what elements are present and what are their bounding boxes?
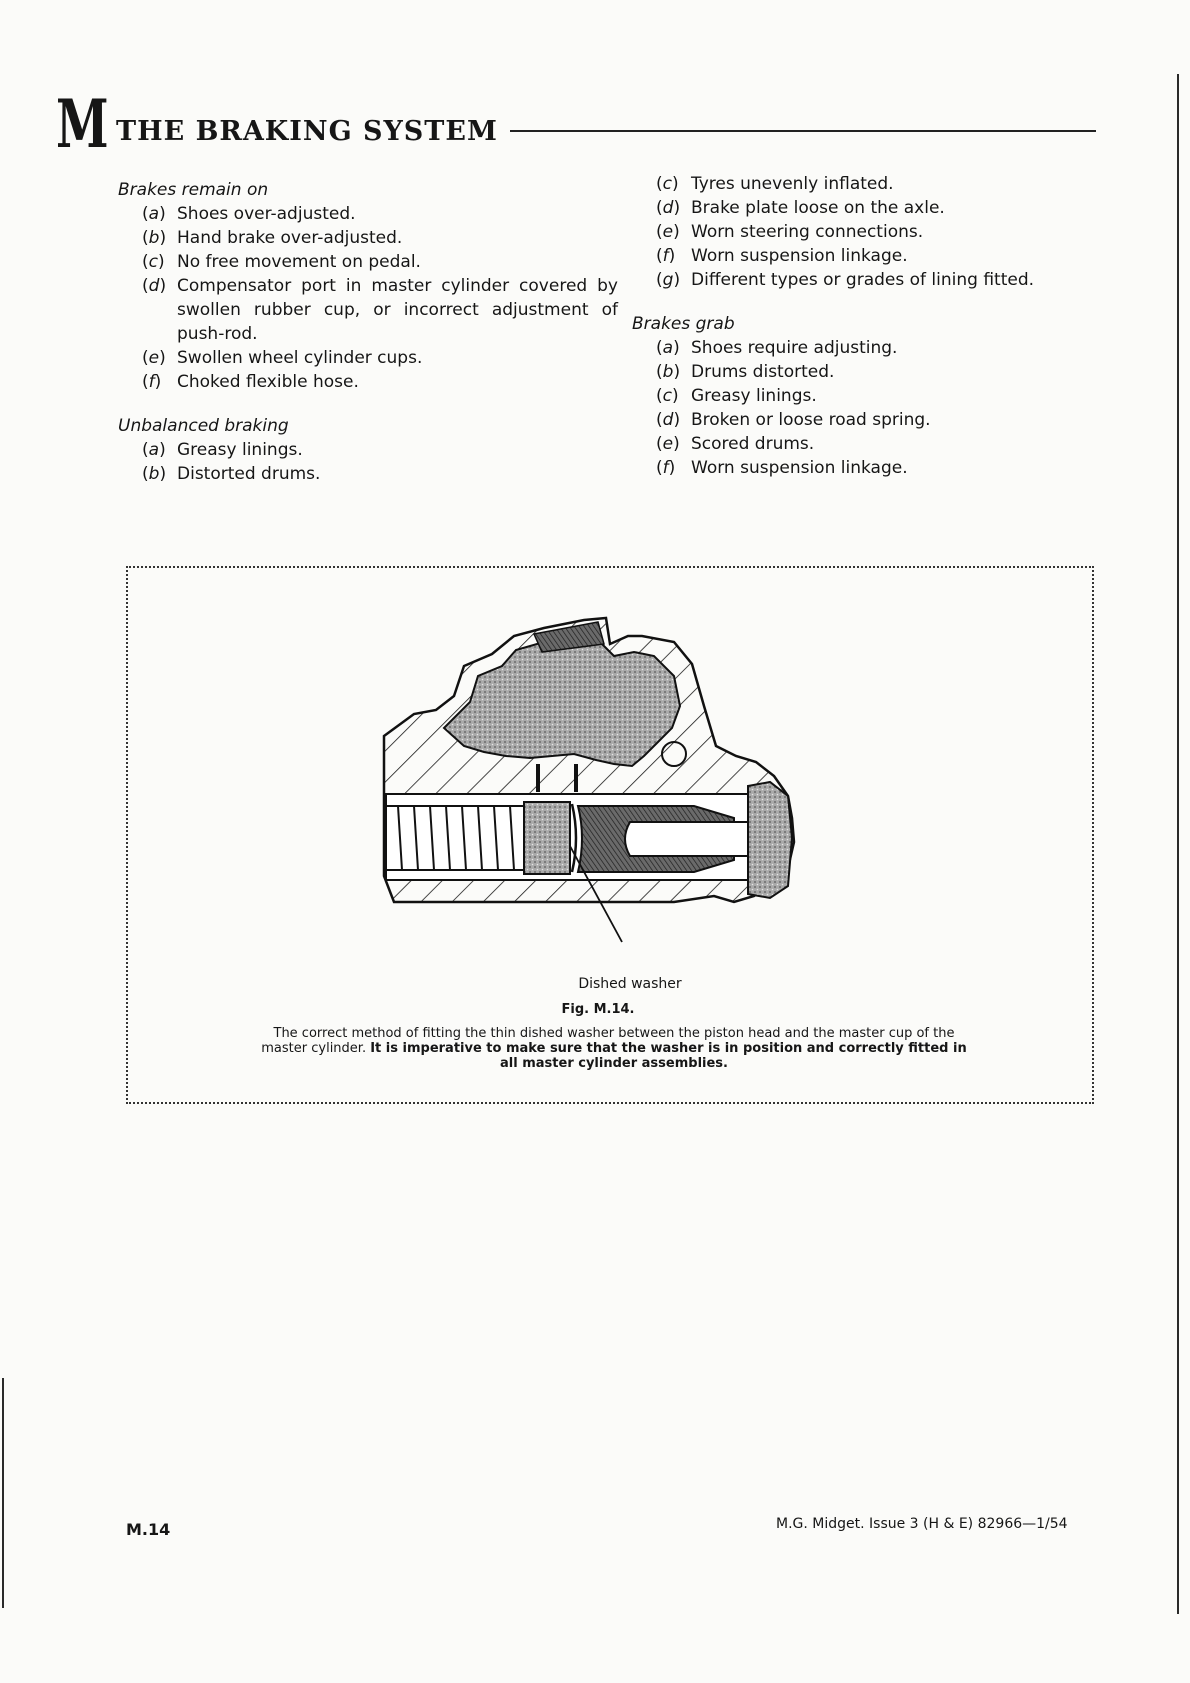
list-item: (b) Drums distorted. xyxy=(656,362,835,382)
item-marker: (e) xyxy=(142,348,166,368)
item-marker: (a) xyxy=(142,440,166,460)
caption-bold: It is imperative to make sure that the washer is in position and correctly fitted in all master cylinder assemblies. xyxy=(370,1041,967,1071)
fault-group xyxy=(118,414,618,486)
fault-group xyxy=(632,312,1092,480)
master-cup xyxy=(524,802,570,874)
list-item: (d) Broken or loose road spring. xyxy=(656,410,931,430)
item-marker: (a) xyxy=(142,204,166,224)
list-item: (f) Worn suspension linkage. xyxy=(656,458,908,478)
feed-port xyxy=(574,764,578,792)
figure-frame xyxy=(126,566,1094,1104)
item-marker: (b) xyxy=(656,362,681,382)
item-marker: (e) xyxy=(656,222,680,242)
page-edge-left xyxy=(2,1378,4,1608)
title-rule xyxy=(510,130,1096,132)
list-item: (a) Shoes over-adjusted. xyxy=(142,204,356,224)
list-item: (e) Scored drums. xyxy=(656,434,815,454)
item-marker: (b) xyxy=(142,228,167,248)
list-item: (c) No free movement on pedal. xyxy=(142,252,421,272)
item-marker: (c) xyxy=(656,386,679,406)
figure-number: Fig. M.14. xyxy=(561,1002,635,1017)
fault-group xyxy=(632,172,1092,292)
list-item: (e) Worn steering connections. xyxy=(656,222,924,242)
item-marker: (c) xyxy=(656,174,679,194)
item-marker: (c) xyxy=(142,252,165,272)
item-marker: (f) xyxy=(656,458,676,478)
section-header xyxy=(56,85,1098,163)
group-heading: Unbalanced braking xyxy=(118,416,289,436)
left-column xyxy=(118,178,618,506)
item-marker: (d) xyxy=(656,198,681,218)
list-item: (d) Compensator port in master cylinder covered by swollen rubber cup, or incorrect adjustment of push-rod. xyxy=(142,276,618,344)
master-cylinder-diagram xyxy=(374,606,974,966)
item-marker: (e) xyxy=(656,434,680,454)
item-marker: (d) xyxy=(142,276,167,296)
list-item: (b) Hand brake over-adjusted. xyxy=(142,228,403,248)
list-item: (g) Different types or grades of lining fitted. xyxy=(656,270,1035,290)
figure-callout-label: Dished washer xyxy=(578,976,682,992)
list-item: (f) Worn suspension linkage. xyxy=(656,246,908,266)
item-marker: (b) xyxy=(142,464,167,484)
right-column xyxy=(632,172,1092,500)
list-item: (c) Tyres unevenly inflated. xyxy=(656,174,894,194)
list-item: (b) Distorted drums. xyxy=(142,464,321,484)
figure-caption xyxy=(254,1026,974,1071)
list-item: (d) Brake plate loose on the axle. xyxy=(656,198,945,218)
item-marker: (g) xyxy=(656,270,681,290)
page-number: M.14 xyxy=(126,1520,171,1539)
list-item: (a) Greasy linings. xyxy=(142,440,303,460)
section-title: THE BRAKING SYSTEM xyxy=(116,116,498,147)
cross-pin xyxy=(662,742,686,766)
list-item: (c) Greasy linings. xyxy=(656,386,817,406)
list-item: (a) Shoes require adjusting. xyxy=(656,338,898,358)
section-letter: M xyxy=(56,85,108,163)
page-edge-right xyxy=(1177,74,1179,1614)
group-heading: Brakes remain on xyxy=(118,180,269,200)
caption-plain: The correct method of fitting the thin dished washer between the piston head and the master cup of the master cylinder. xyxy=(261,1026,955,1056)
list-item: (f) Choked flexible hose. xyxy=(142,372,359,392)
group-heading: Brakes grab xyxy=(632,314,735,334)
item-marker: (f) xyxy=(142,372,162,392)
list-item: (e) Swollen wheel cylinder cups. xyxy=(142,348,423,368)
item-marker: (a) xyxy=(656,338,680,358)
publication-reference: M.G. Midget. Issue 3 (H & E) 82966—1/54 xyxy=(776,1516,1068,1532)
item-marker: (f) xyxy=(656,246,676,266)
fluid-reservoir xyxy=(444,638,680,766)
compensator-port xyxy=(536,764,540,792)
rubber-boot xyxy=(748,782,792,898)
item-marker: (d) xyxy=(656,410,681,430)
fault-group xyxy=(118,178,618,394)
